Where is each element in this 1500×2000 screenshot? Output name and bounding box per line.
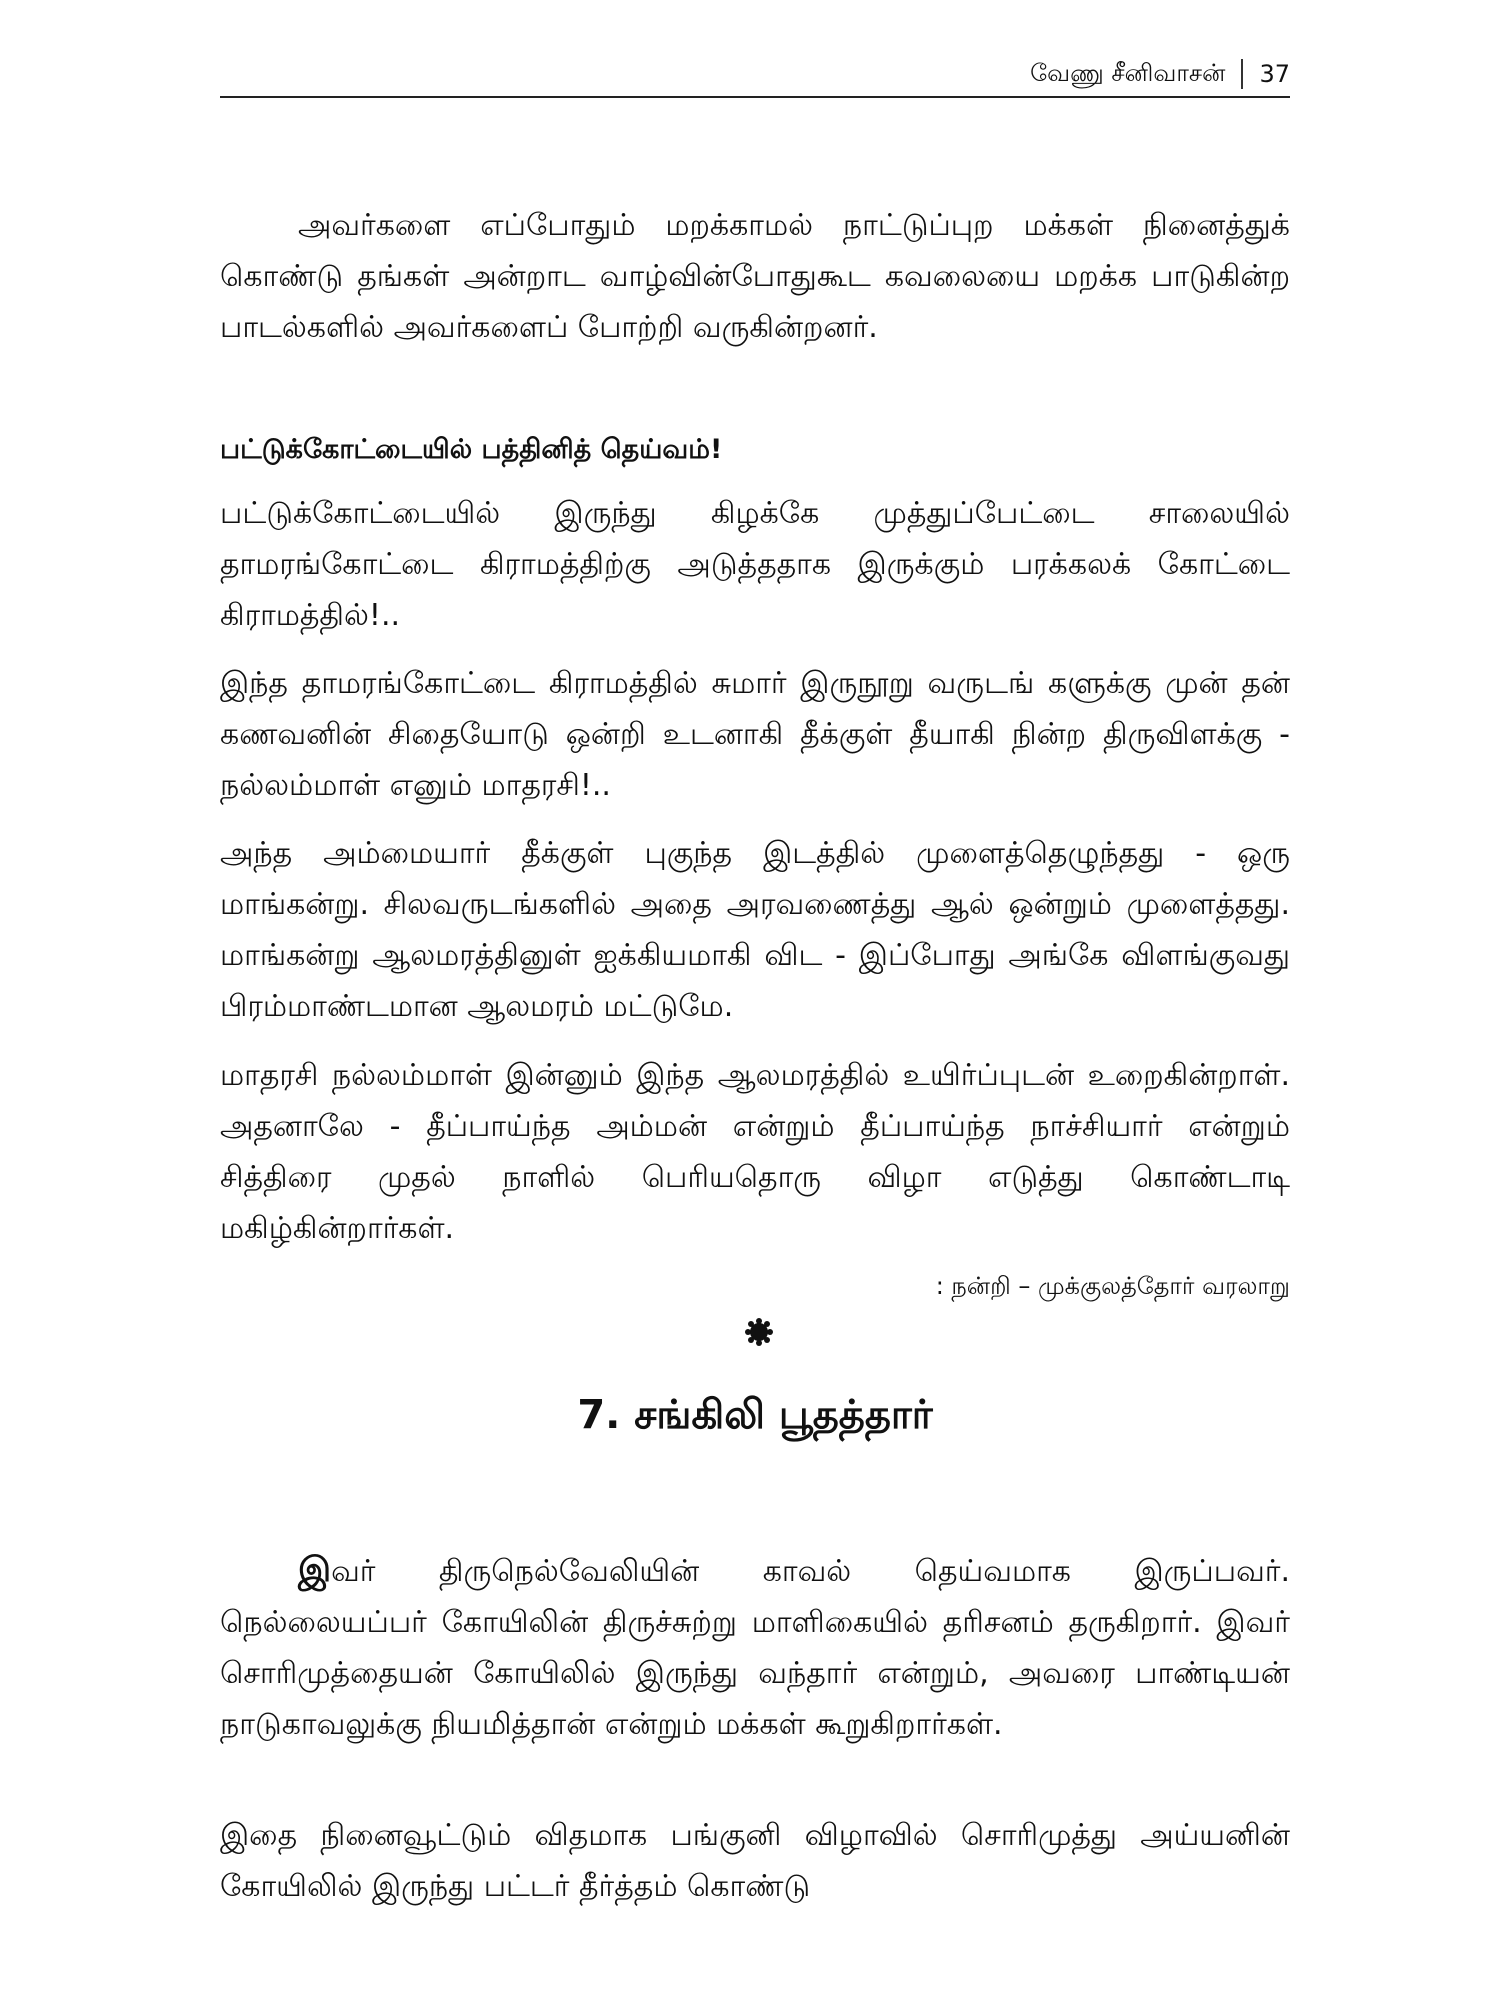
paragraph-7-block: [220, 1810, 1290, 1912]
paragraph-1: அவர்களை எப்போதும் மறக்காமல் நாட்டுப்புற மக்கள் நினைத்துக் கொண்டு தங்கள் அன்றாட வாழ்வின்போதுகூட கவலையை மறக்க பாடுகின்ற பாடல்களில் அவர்களைப் போற்றி வருகின்றனர்.: [220, 208, 1290, 345]
paragraph-4-block: [220, 828, 1290, 1032]
paragraph-5-block: [220, 1050, 1290, 1254]
paragraph-7: இதை நினைவூட்டும் விதமாக பங்குனி விழாவில் சொரிமுத்து அய்யனின் கோயிலில் இருந்து பட்டர் தீர்த்தம் கொண்டு: [220, 1818, 1290, 1904]
credit-block: [220, 1272, 1290, 1303]
paragraph-2-block: [220, 488, 1290, 641]
header-rule: [220, 96, 1290, 98]
page-number: 37: [1259, 60, 1290, 88]
source-credit: : நன்றி – முக்குலத்தோர் வரலாறு: [935, 1272, 1290, 1300]
running-header: [220, 52, 1290, 96]
subheading-block: [220, 430, 1290, 470]
paragraph-5: மாதரசி நல்லம்மாள் இன்னும் இந்த ஆலமரத்தில் உயிர்ப்புடன் உறைகின்றாள். அதனாலே - தீப்பாய்ந்த அம்மன் என்றும் தீப்பாய்ந்த நாச்சியார் என்றும் சித்திரை முதல் நாளில் பெரியதொரு விழா எடுத்து கொண்டாடி மகிழ்கின்றார்கள்.: [220, 1058, 1290, 1246]
paragraph-2: பட்டுக்கோட்டையில் இருந்து கிழக்கே முத்துப்பேட்டை சாலையில் தாமரங்கோட்டை கிராமத்திற்கு அடுத்ததாக இருக்கும் பரக்கலக் கோட்டை கிராமத்தில்!..: [220, 496, 1290, 633]
header-separator: [1241, 59, 1243, 89]
paragraph-4: அந்த அம்மையார் தீக்குள் புகுந்த இடத்தில் முளைத்தெழுந்தது - ஒரு மாங்கன்று. சிலவருடங்களில் அதை அரவணைத்து ஆல் ஒன்றும் முளைத்தது. மாங்கன்று ஆலமரத்தினுள் ஐக்கியமாகி விட - இப்போது அங்கே விளங்குவது பிரம்மாண்டமான ஆலமரம் மட்டுமே.: [220, 836, 1290, 1024]
paragraph-1-block: [220, 200, 1290, 353]
paragraph-6: [220, 1545, 1290, 1750]
section-subheading: பட்டுக்கோட்டையில் பத்தினித் தெய்வம்!: [220, 434, 723, 465]
flower-ornament-icon: [745, 1318, 773, 1346]
drop-cap: இ: [298, 1550, 332, 1590]
paragraph-6-block: [220, 1545, 1290, 1750]
paragraph-3-block: [220, 658, 1290, 811]
header-author: வேணு சீனிவாசன்: [1030, 58, 1226, 87]
chapter-title: 7. சங்கிலி பூதத்தார்: [577, 1392, 933, 1438]
paragraph-6-text: வர் திருநெல்வேலியின் காவல் தெய்வமாக இருப்பவர். நெல்லையப்பர் கோயிலின் திருச்சுற்று மாளிகையில் தரிசனம் தருகிறார். இவர் சொரிமுத்தையன் கோயிலில் இருந்து வந்தார் என்றும், அவரை பாண்டியன் நாடுகாவலுக்கு நியமித்தான் என்றும் மக்கள் கூறுகிறார்கள்.: [220, 1554, 1290, 1742]
paragraph-3: இந்த தாமரங்கோட்டை கிராமத்தில் சுமார் இருநூறு வருடங் களுக்கு முன் தன் கணவனின் சிதையோடு ஒன்றி உடனாகி தீக்குள் தீயாகி நின்ற திருவிளக்கு - நல்லம்மாள் எனும் மாதரசி!..: [220, 666, 1290, 803]
